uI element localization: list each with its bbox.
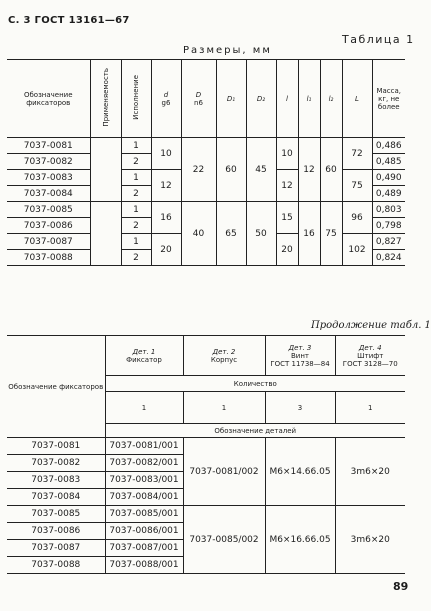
mass-cell: 0,489 [372, 186, 405, 202]
det1-cell: 7037-0084/001 [105, 489, 183, 506]
part-header: Дет. 2 Корпус [183, 336, 265, 376]
d-cell: 10 [151, 138, 181, 170]
col-mass: Масса, кг, не более [372, 60, 405, 138]
execution-cell: 2 [121, 218, 151, 234]
table-row [7, 438, 405, 455]
det4-cell: 3m6×20 [335, 506, 405, 574]
table-row [7, 138, 405, 154]
col-d: d g6 [151, 60, 181, 138]
D2-cell: 50 [246, 202, 276, 266]
l2-cell: 60 [320, 138, 342, 202]
D1-cell: 60 [216, 138, 246, 202]
designation-header: Обозначение фиксаторов [7, 336, 105, 438]
row-designation: 7037-0083 [7, 170, 90, 186]
col-D1: D₁ [216, 60, 246, 138]
page-number: 89 [393, 580, 409, 593]
table2-header-row [7, 336, 405, 376]
quantity-cell: 1 [335, 392, 405, 424]
applicability-cell [90, 138, 121, 202]
row-designation: 7037-0088 [7, 250, 90, 266]
det4-cell: 3m6×20 [335, 438, 405, 506]
mass-cell: 0,798 [372, 218, 405, 234]
mass-cell: 0,803 [372, 202, 405, 218]
det1-cell: 7037-0088/001 [105, 557, 183, 574]
col-l: l [276, 60, 298, 138]
det1-cell: 7037-0085/001 [105, 506, 183, 523]
mass-cell: 0,486 [372, 138, 405, 154]
col-D: D n6 [181, 60, 216, 138]
execution-cell: 2 [121, 186, 151, 202]
table2-caption: Продолжение табл. 1 [311, 320, 431, 331]
execution-cell: 1 [121, 234, 151, 250]
parts-designation-label: Обозначение деталей [105, 424, 405, 438]
row-designation: 7037-0087 [7, 234, 90, 250]
det2-cell: 7037-0085/002 [183, 506, 265, 574]
D-cell: 22 [181, 138, 216, 202]
table1 [7, 59, 405, 266]
part-header: Дет. 4 Штифт ГОСТ 3128—70 [335, 336, 405, 376]
det2-cell: 7037-0081/002 [183, 438, 265, 506]
d-cell: 20 [151, 234, 181, 266]
d-cell: 16 [151, 202, 181, 234]
mass-cell: 0,490 [372, 170, 405, 186]
l2-cell: 75 [320, 202, 342, 266]
quantity-cell: 1 [183, 392, 265, 424]
table-row [7, 202, 405, 218]
det1-cell: 7037-0081/001 [105, 438, 183, 455]
execution-cell: 2 [121, 250, 151, 266]
L-cell: 102 [342, 234, 372, 266]
table1-sizes-label: Размеры, мм [183, 45, 272, 56]
row-designation: 7037-0083 [7, 472, 105, 489]
l1-cell: 12 [298, 138, 320, 202]
col-l1: l₁ [298, 60, 320, 138]
quantity-label: Количество [105, 376, 405, 392]
mass-cell: 0,824 [372, 250, 405, 266]
det1-cell: 7037-0083/001 [105, 472, 183, 489]
quantity-cell: 1 [105, 392, 183, 424]
L-cell: 72 [342, 138, 372, 170]
l-cell: 10 [276, 138, 298, 170]
row-designation: 7037-0088 [7, 557, 105, 574]
quantity-cell: 3 [265, 392, 335, 424]
row-designation: 7037-0084 [7, 186, 90, 202]
D-cell: 40 [181, 202, 216, 266]
execution-cell: 1 [121, 170, 151, 186]
col-designation: Обозначение фиксаторов [7, 60, 90, 138]
col-applicability: Применяемость [90, 60, 121, 138]
det1-cell: 7037-0086/001 [105, 523, 183, 540]
execution-cell: 1 [121, 202, 151, 218]
row-designation: 7037-0085 [7, 506, 105, 523]
row-designation: 7037-0082 [7, 154, 90, 170]
l1-cell: 16 [298, 202, 320, 266]
det3-cell: М6×16.66.05 [265, 506, 335, 574]
part-header: Дет. 3 Винт ГОСТ 11738—84 [265, 336, 335, 376]
execution-cell: 2 [121, 154, 151, 170]
row-designation: 7037-0087 [7, 540, 105, 557]
execution-cell: 1 [121, 138, 151, 154]
col-D2: D₂ [246, 60, 276, 138]
col-l2: l₂ [320, 60, 342, 138]
row-designation: 7037-0085 [7, 202, 90, 218]
row-designation: 7037-0081 [7, 438, 105, 455]
row-designation: 7037-0081 [7, 138, 90, 154]
D1-cell: 65 [216, 202, 246, 266]
mass-cell: 0,485 [372, 154, 405, 170]
table-row [7, 506, 405, 523]
d-cell: 12 [151, 170, 181, 202]
applicability-cell [90, 202, 121, 266]
l-cell: 15 [276, 202, 298, 234]
table1-header-row [7, 60, 405, 138]
l-cell: 20 [276, 234, 298, 266]
row-designation: 7037-0086 [7, 523, 105, 540]
l-cell: 12 [276, 170, 298, 202]
col-L: L [342, 60, 372, 138]
col-execution: Исполнение [121, 60, 151, 138]
D2-cell: 45 [246, 138, 276, 202]
row-designation: 7037-0082 [7, 455, 105, 472]
part-header: Дет. 1 Фиксатор [105, 336, 183, 376]
det1-cell: 7037-0082/001 [105, 455, 183, 472]
det3-cell: М6×14.66.05 [265, 438, 335, 506]
det1-cell: 7037-0087/001 [105, 540, 183, 557]
page-header: С. 3 ГОСТ 13161—67 [8, 15, 130, 26]
table2 [7, 335, 405, 574]
mass-cell: 0,827 [372, 234, 405, 250]
L-cell: 75 [342, 170, 372, 202]
L-cell: 96 [342, 202, 372, 234]
row-designation: 7037-0086 [7, 218, 90, 234]
row-designation: 7037-0084 [7, 489, 105, 506]
table1-caption: Таблица 1 [342, 33, 415, 46]
